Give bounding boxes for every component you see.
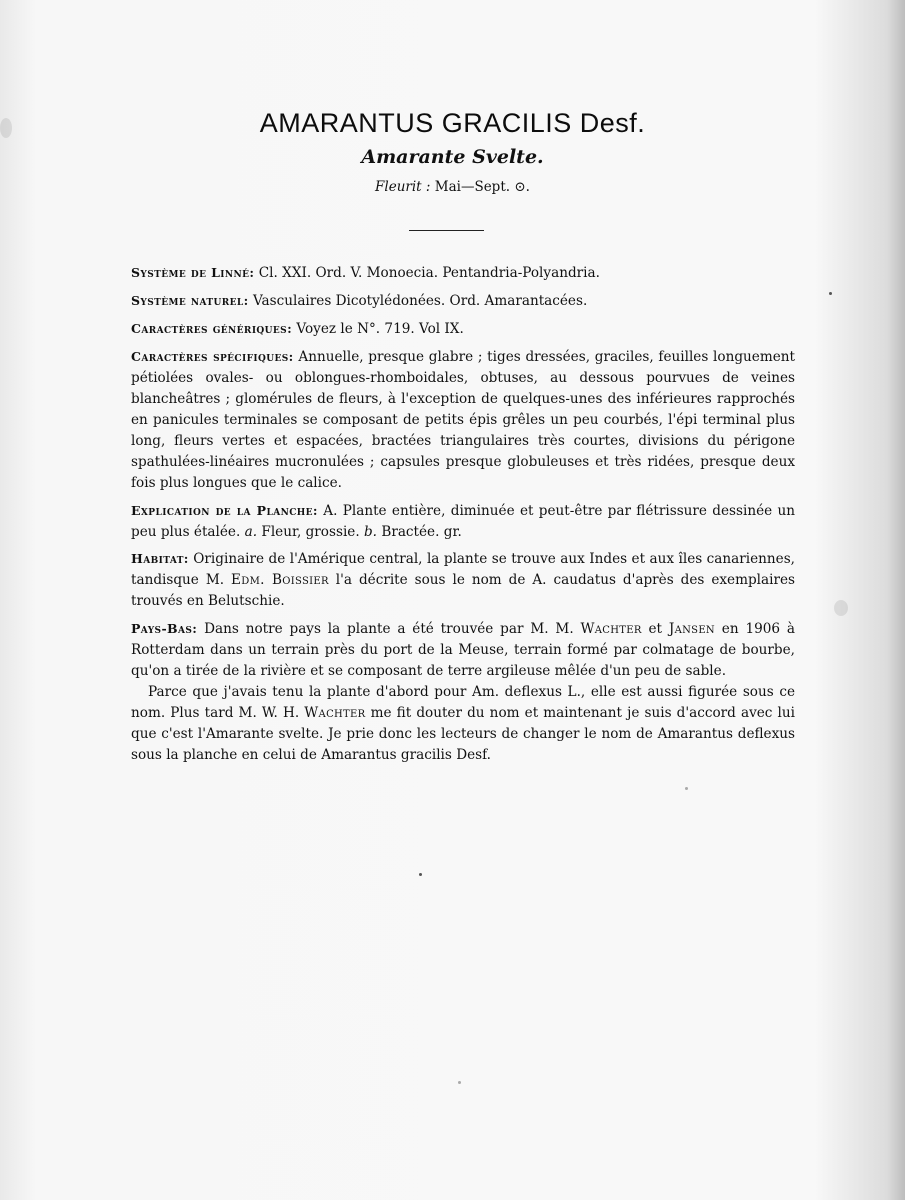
paper-speck: [458, 1081, 461, 1084]
description-body: [131, 262, 795, 771]
author-name: Edm. Boissier: [231, 572, 329, 588]
section-naturel: [131, 290, 795, 312]
common-name: Amarante Svelte.: [361, 146, 544, 168]
section-text: Annuelle, presque glabre ; tiges dressées, graciles, feuilles longuement pétiolées ovales- ou oblongues-rhomboidales, obtuses, au dessous pourvues de veines blancheâtres ; glomérules de fleurs, à l'exception de quelques-unes des inférieures rapprochés en panicules terminales se composant de petits épis grêles un peu courbés, l'épi terminal plus long, fleurs vertes et espacées, bractées triangulaires très courtes, divisions du périgone spathulées-linéaires mucronulées ; capsules presque globuleuses et très ridées, presque deux fois plus longues que le calice.: [131, 349, 795, 491]
section-pays-bas: [131, 618, 795, 682]
flowering-value: Mai—Sept. ⊙.: [434, 179, 530, 195]
section-label: Explication de la Planche:: [131, 502, 318, 518]
section-generiques: [131, 318, 795, 340]
section-text: Fleur, grossie.: [257, 523, 364, 540]
section-text: Voyez le N°. 719. Vol IX.: [292, 321, 464, 337]
section-specifiques: [131, 346, 795, 494]
section-note: [131, 682, 795, 766]
paper-speck: [419, 873, 422, 876]
collector-name: Wachter: [304, 704, 366, 721]
section-text: Vasculaires Dicotylédonées. Ord. Amarantacées.: [248, 293, 588, 309]
section-text: et: [641, 620, 669, 637]
section-text: Dans notre pays la plante a été trouvée par M. M.: [197, 620, 581, 637]
collector-name: Jansen: [668, 620, 715, 637]
section-text: A. Plante entière, diminuée et peut-être par flétrissure dessinée un peu plus étalée.: [131, 502, 796, 540]
section-text: Bractée. gr.: [377, 523, 462, 540]
section-label: Système de Linné:: [131, 265, 255, 280]
figure-mark-a: a.: [244, 523, 258, 540]
collector-name: Wachter: [580, 620, 642, 637]
flowering-label: Fleurit :: [375, 179, 431, 195]
title-divider: [409, 230, 484, 231]
paper-smudge: [834, 600, 848, 616]
section-habitat: [131, 548, 795, 612]
section-label: Système naturel:: [131, 293, 249, 308]
page-title: AMARANTUS GRACILIS Desf.: [259, 108, 646, 138]
figure-mark-b: b.: [363, 523, 378, 540]
section-explication: [131, 500, 795, 543]
section-text: en 1906 à Rotterdam dans un terrain près du port de la Meuse, terrain formé par colmatage de bourbe, qu'on a tirée de la rivière et se composant de terre argileuse mêlée d'un peu de sable.: [131, 620, 795, 679]
section-text: Parce que j'avais tenu la plante d'abord pour Am. deflexus L., elle est aussi figurée sous ce nom. Plus tard M. W. H.: [131, 683, 795, 721]
section-label: Habitat:: [131, 551, 189, 566]
paper-speck: [685, 787, 688, 790]
section-label: Caractères génériques:: [131, 321, 293, 336]
section-text: l'a décrite sous le nom de A. caudatus d'après des exemplaires trouvés en Belutschie.: [131, 572, 795, 609]
section-linne: [131, 262, 795, 284]
flowering-period: [0, 179, 905, 195]
paper-speck: [829, 292, 832, 295]
section-text: Cl. XXI. Ord. V. Monoecia. Pentandria-Polyandria.: [254, 265, 600, 281]
section-text: Originaire de l'Amérique central, la plante se trouve aux Indes et aux îles canariennes, tandisque M.: [131, 551, 795, 588]
section-text: me fit douter du nom et maintenant je suis d'accord avec lui que c'est l'Amarante svelte. Je prie donc les lecteurs de changer le nom de Amarantus deflexus sous la planche en celui de Amarantus gracilis Desf.: [131, 704, 795, 763]
section-label: Pays-Bas:: [131, 620, 198, 636]
section-label: Caractères spécifiques:: [131, 349, 294, 364]
